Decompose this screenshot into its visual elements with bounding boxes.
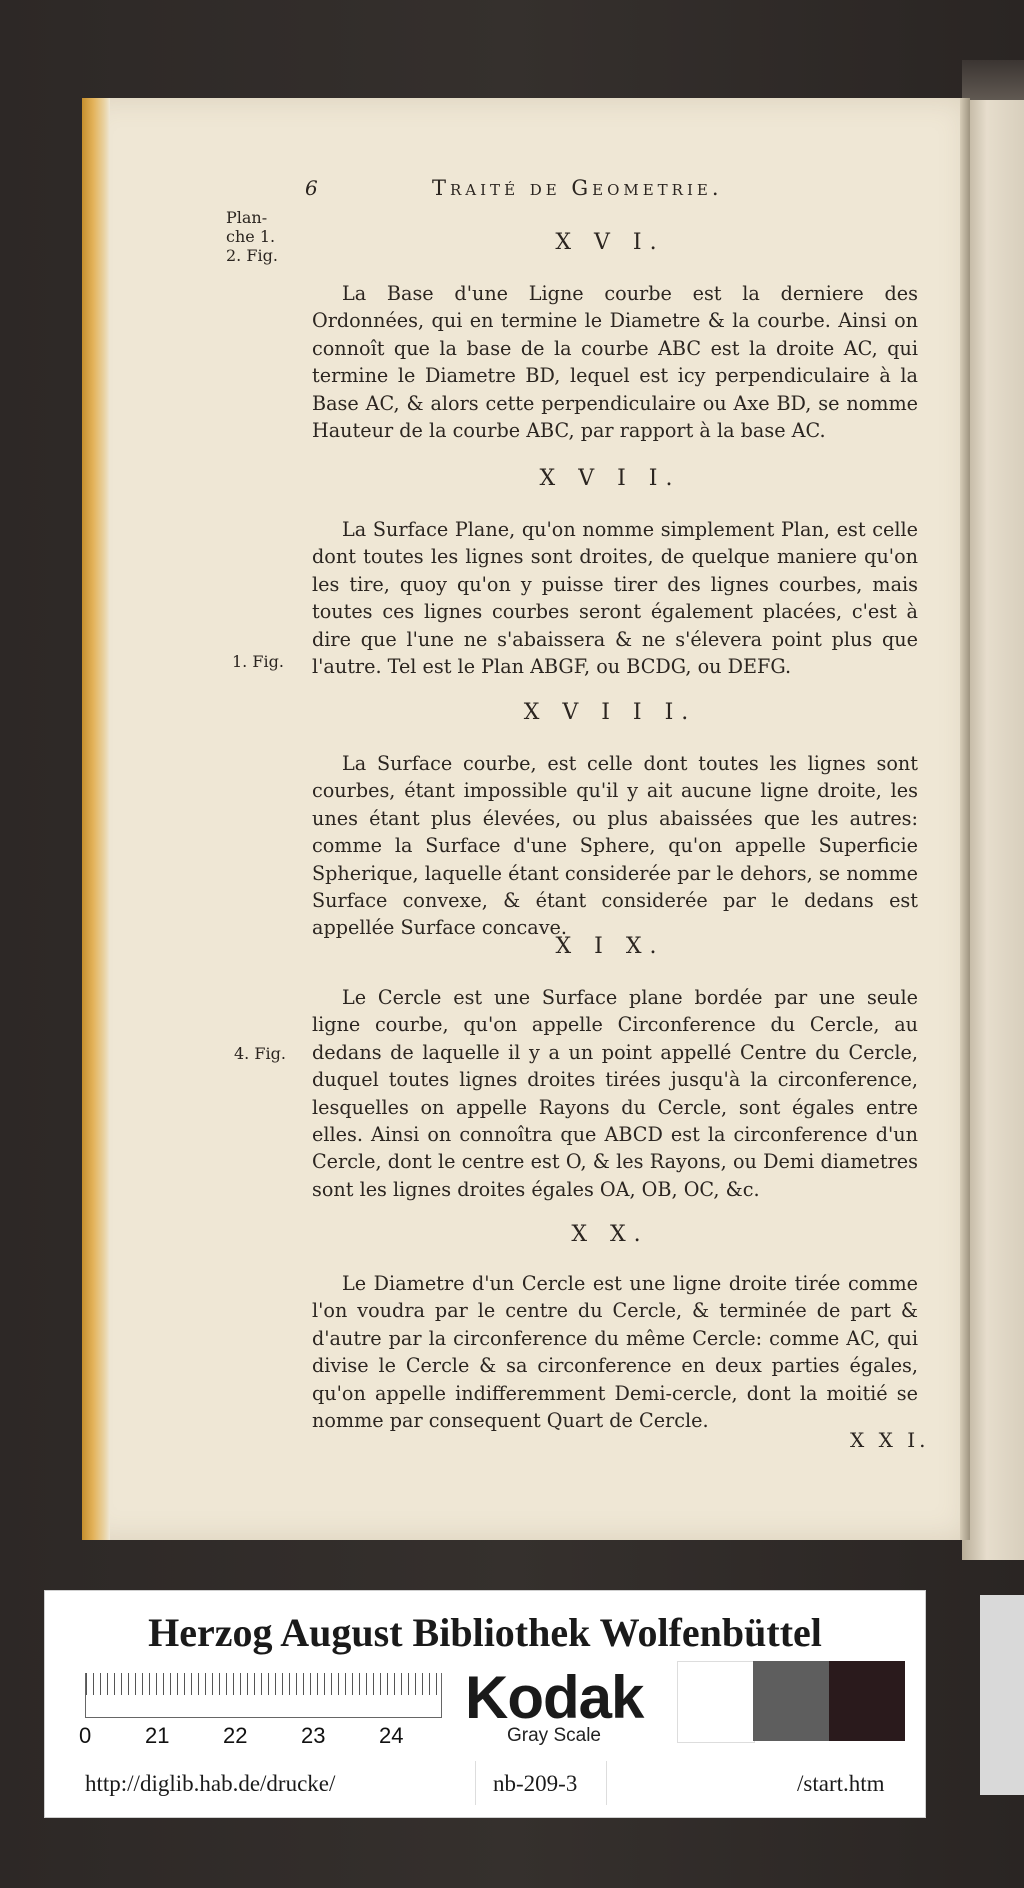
section-paragraph: La Surface courbe, est celle dont toutes les lignes sont courbes, étant impossible qu'il y ait aucune ligne droite, les unes étant plus élevées, ou plus abaissées que les autres: comme la Surface d'une Sphere, qu'on appelle Superficie Spherique, laquelle étant considerée par le dehors, se nomme Surface convexe, & étant considerée par le dedans est appellée Surface concave.: [312, 752, 918, 940]
swatch-white: [677, 1661, 755, 1743]
ruler-number: 22: [223, 1723, 248, 1748]
color-card: [44, 1590, 926, 1818]
adjacent-card: [980, 1595, 1024, 1795]
ruler-number: 24: [379, 1723, 404, 1748]
catchword: X X I.: [850, 1428, 930, 1452]
ruler: [85, 1673, 442, 1718]
section-paragraph: Le Diametre d'un Cercle est une ligne droite tirée comme l'on voudra par le centre du Cercle, & terminée de part & d'autre par la circonference du même Cercle: comme AC, qui divise le Cercle & sa circonference en deux parties égales, qu'on appelle indifferemment Demi-cercle, dont la moitié se nomme par consequent Quart de Cercle.: [312, 1272, 918, 1433]
ruler-number: 0: [79, 1723, 92, 1748]
margin-note-fig1: 1. Fig.: [232, 652, 284, 671]
swatch-gray: [753, 1661, 829, 1741]
section-paragraph: La Base d'une Ligne courbe est la derniere des Ordonnées, qui en termine le Diametre & la courbe. Ainsi on connoît que la base de la courbe ABC est la droite AC, qui termine le Diametre BD, lequel est icy perpendiculaire à la Base AC, & alors cette perpendiculaire ou Axe BD, se nomme Hauteur de la courbe ABC, par rapport à la base AC.: [312, 282, 918, 443]
swatch-black: [829, 1661, 905, 1741]
next-page-edge: [962, 100, 1024, 1560]
library-name: Herzog August Bibliothek Wolfenbüttel: [148, 1610, 822, 1655]
gray-scale-label: Gray Scale: [507, 1725, 601, 1746]
section-paragraph: La Surface Plane, qu'on nomme simplement Plan, est celle dont toutes les lignes sont droites, de quelque maniere qu'on les tire, quoy qu'on y puisse tirer des lignes courbes, mais toutes ces lignes courbes seront également placées, c'est à dire que l'une ne s'abaissera & ne s'élevera point plus que l'autre. Tel est le Plan ABGF, ou BCDG, ou DEFG.: [312, 518, 918, 679]
margin-note-line: 2. Fig.: [226, 246, 278, 265]
ruler-mask: [86, 1695, 441, 1717]
section-heading: X I X.: [555, 934, 665, 959]
url-prefix[interactable]: http://diglib.hab.de/drucke/: [85, 1771, 336, 1796]
page-gutter: [960, 98, 970, 1540]
running-title: Traité de Geometrie.: [432, 176, 723, 200]
section-heading: X V I I.: [539, 466, 681, 491]
section-heading: X V I.: [555, 230, 665, 255]
margin-note-line: Plan-: [226, 208, 268, 227]
section-paragraph: Le Cercle est une Surface plane bordée par une seule ligne courbe, qu'on appelle Circonference du Cercle, au dedans de laquelle il y a un point appellé Centre du Cercle, duquel toutes lignes droites tirées jusqu'à la circonference, lesquelles on appelle Rayons du Cercle, sont égales entre elles. Ainsi on connoîtra que ABCD est la circonference d'un Cercle, dont le centre est O, & les Rayons, ou Demi diametres sont les lignes droites égales OA, OB, OC, &c.: [312, 986, 918, 1201]
section-heading: X X.: [571, 1222, 649, 1247]
url-suffix[interactable]: /start.htm: [797, 1771, 885, 1796]
margin-note-line: che 1.: [226, 227, 276, 246]
section-heading: X V I I I.: [523, 700, 697, 725]
ruler-number: 21: [145, 1723, 170, 1748]
ruler-number: 23: [301, 1723, 326, 1748]
shelfmark[interactable]: nb-209-3: [493, 1771, 578, 1796]
margin-note-fig4: 4. Fig.: [234, 1044, 286, 1063]
kodak-logo: Kodak: [465, 1664, 644, 1731]
page-number: 6: [305, 176, 318, 200]
margin-note-planche: [226, 208, 278, 265]
page-fore-edge: [82, 98, 110, 1540]
